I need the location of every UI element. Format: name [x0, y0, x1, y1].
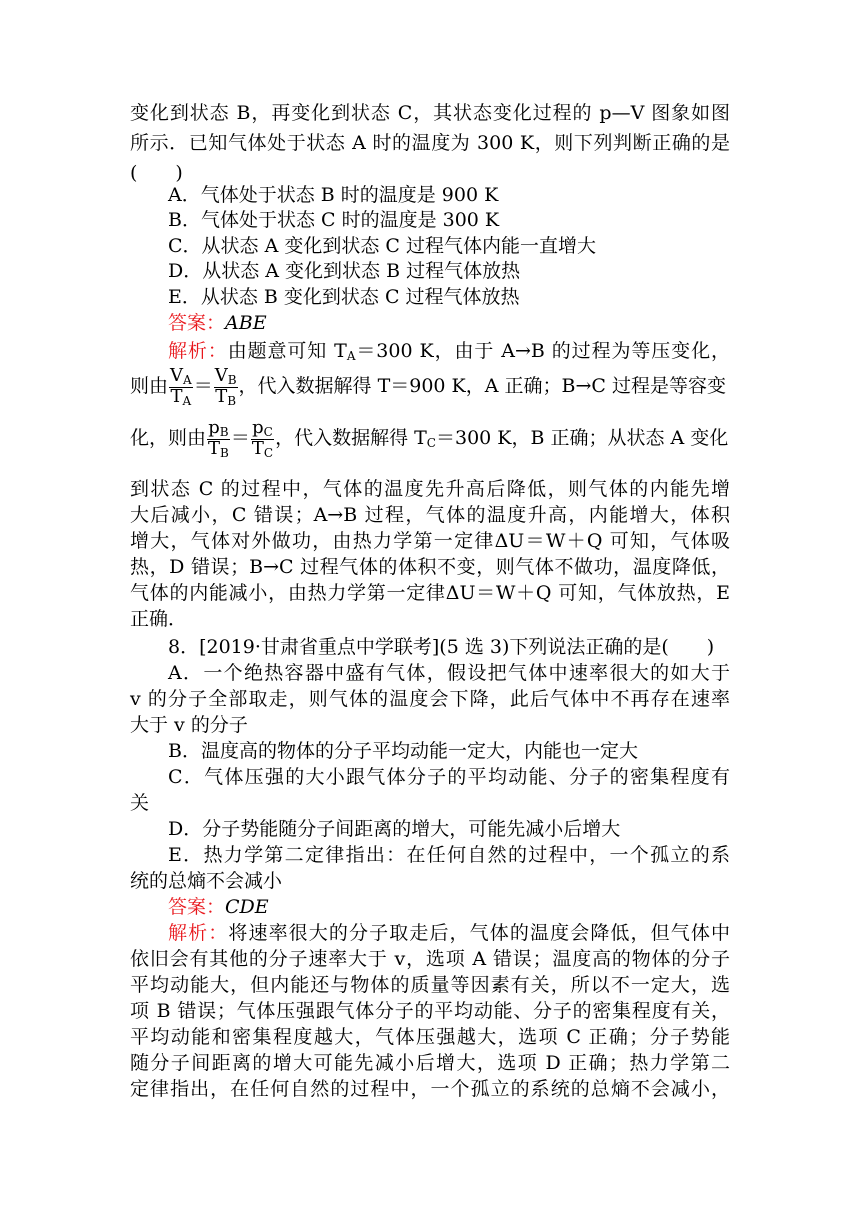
q7-analysis-line-4: 到状态 C 的过程中，气体的温度先升高后降低，则气体的内能先增 — [130, 478, 730, 500]
q7-option-a: A．气体处于状态 B 时的温度是 900 K — [168, 184, 499, 206]
answer-label: 答案： — [168, 312, 226, 334]
q7-stem-line-1: 变化到状态 B，再变化到状态 C，其状态变化过程的 p—V 图象如图 — [130, 102, 730, 124]
q8-option-d: D．分子势能随分子间距离的增大，可能先减小后增大 — [168, 818, 621, 840]
q8-option-c-line-1: C．气体压强的大小跟气体分子的平均动能、分子的密集程度有 — [168, 766, 730, 788]
q7-option-e: E．从状态 B 变化到状态 C 过程气体放热 — [168, 286, 520, 308]
q8-analysis-line-6: 随分子间距离的增大可能先减小后增大，选项 D 正确；热力学第二 — [130, 1052, 730, 1074]
q8-analysis-line-4: 项 B 错误；气体压强跟气体分子的平均动能、分子的密集程度有关， — [130, 1000, 730, 1022]
q7-analysis-line-8: 气体的内能减小，由热力学第一定律ΔU＝W＋Q 可知，气体放热，E — [130, 582, 730, 604]
q8-option-a-line-2: v 的分子全部取走，则气体的温度会下降，此后气体中不再存在速率 — [130, 688, 730, 710]
q7-analysis-line-3: 化，则由 $\frac{p_B}{T_B}$ ＝ $\frac{p_C}{T_C}$ ，代入数据解得 $T_C=300$ K，B 正确；从状态 A 变化 — [130, 416, 729, 460]
q8-analysis-line-3: 平均动能大，但内能还与物体的质量等因素有关，所以不一定大，选 — [130, 974, 730, 996]
fraction-pb-tb: $\frac{p_B}{T_B}$ — [208, 416, 229, 460]
q8-option-b: B．温度高的物体的分子平均动能一定大，内能也一定大 — [168, 740, 638, 762]
answer-label: 答案： — [168, 896, 226, 918]
q8-option-a-line-3: 大于 v 的分子 — [130, 714, 248, 736]
answer-value: CDE — [225, 896, 269, 918]
q7-analysis-line-2: 则由 $\frac{V_A}{T_A}$ ＝ $\frac{V_B}{T_B}$ ，代入数据解得 T＝900 K，A 正确；B→C 过程是等容变 — [130, 364, 726, 408]
q8-analysis-line-1: 解析：将速率很大的分子取走后，气体的温度会降低，但气体中 — [168, 922, 730, 944]
q8-analysis-line-2: 依旧会有其他的分子速率大于 v，选项 A 错误；温度高的物体的分子 — [130, 948, 730, 970]
q7-analysis-line-6: 增大，气体对外做功，由热力学第一定律ΔU＝W＋Q 可知，气体吸 — [130, 530, 730, 552]
answer-value: ABE — [225, 312, 267, 334]
analysis-label: 解析： — [168, 340, 228, 362]
q8-stem: 8．[2019·甘肃省重点中学联考](5 选 3)下列说法正确的是( ) — [168, 636, 715, 658]
fraction-pc-tc: $\frac{p_C}{T_C}$ — [251, 416, 274, 460]
fraction-vb-tb: $\frac{V_B}{T_B}$ — [214, 364, 237, 408]
analysis-label: 解析： — [168, 922, 229, 944]
fraction-va-ta: $\frac{V_A}{T_A}$ — [170, 364, 192, 408]
q7-analysis-line-5: 大后减小，C 错误；A→B 过程，气体的温度升高，内能增大，体积 — [130, 504, 730, 526]
q8-option-e-line-1: E．热力学第二定律指出：在任何自然的过程中，一个孤立的系 — [168, 844, 730, 866]
q7-option-c: C．从状态 A 变化到状态 C 过程气体内能一直增大 — [168, 235, 596, 257]
q7-stem-line-3: ( ) — [130, 162, 183, 184]
q7-analysis-line-7: 热，D 错误；B→C 过程气体的体积不变，则气体不做功，温度降低， — [130, 556, 730, 578]
q7-analysis-line-9: 正确． — [130, 608, 188, 630]
q7-option-b: B．气体处于状态 C 时的温度是 300 K — [168, 209, 500, 231]
q7-analysis-line-1: 解析：由题意可知 $T_A=300$ K，由于 A→B 的过程为等压变化， — [168, 340, 730, 363]
q7-option-d: D．从状态 A 变化到状态 B 过程气体放热 — [168, 260, 521, 282]
q8-option-a-line-1: A．一个绝热容器中盛有气体，假设把气体中速率很大的如大于 — [168, 662, 730, 684]
q8-analysis-line-5: 平均动能和密集程度越大，气体压强越大，选项 C 正确；分子势能 — [130, 1026, 730, 1048]
q8-option-e-line-2: 统的总熵不会减小 — [130, 870, 283, 892]
q7-answer — [168, 308, 730, 338]
q8-option-c-line-2: 关 — [130, 792, 150, 814]
q8-analysis-line-7: 定律指出，在任何自然的过程中，一个孤立的系统的总熵不会减小， — [130, 1078, 730, 1100]
q7-stem-line-2: 所示．已知气体处于状态 A 时的温度为 300 K，则下列判断正确的是 — [130, 132, 730, 154]
